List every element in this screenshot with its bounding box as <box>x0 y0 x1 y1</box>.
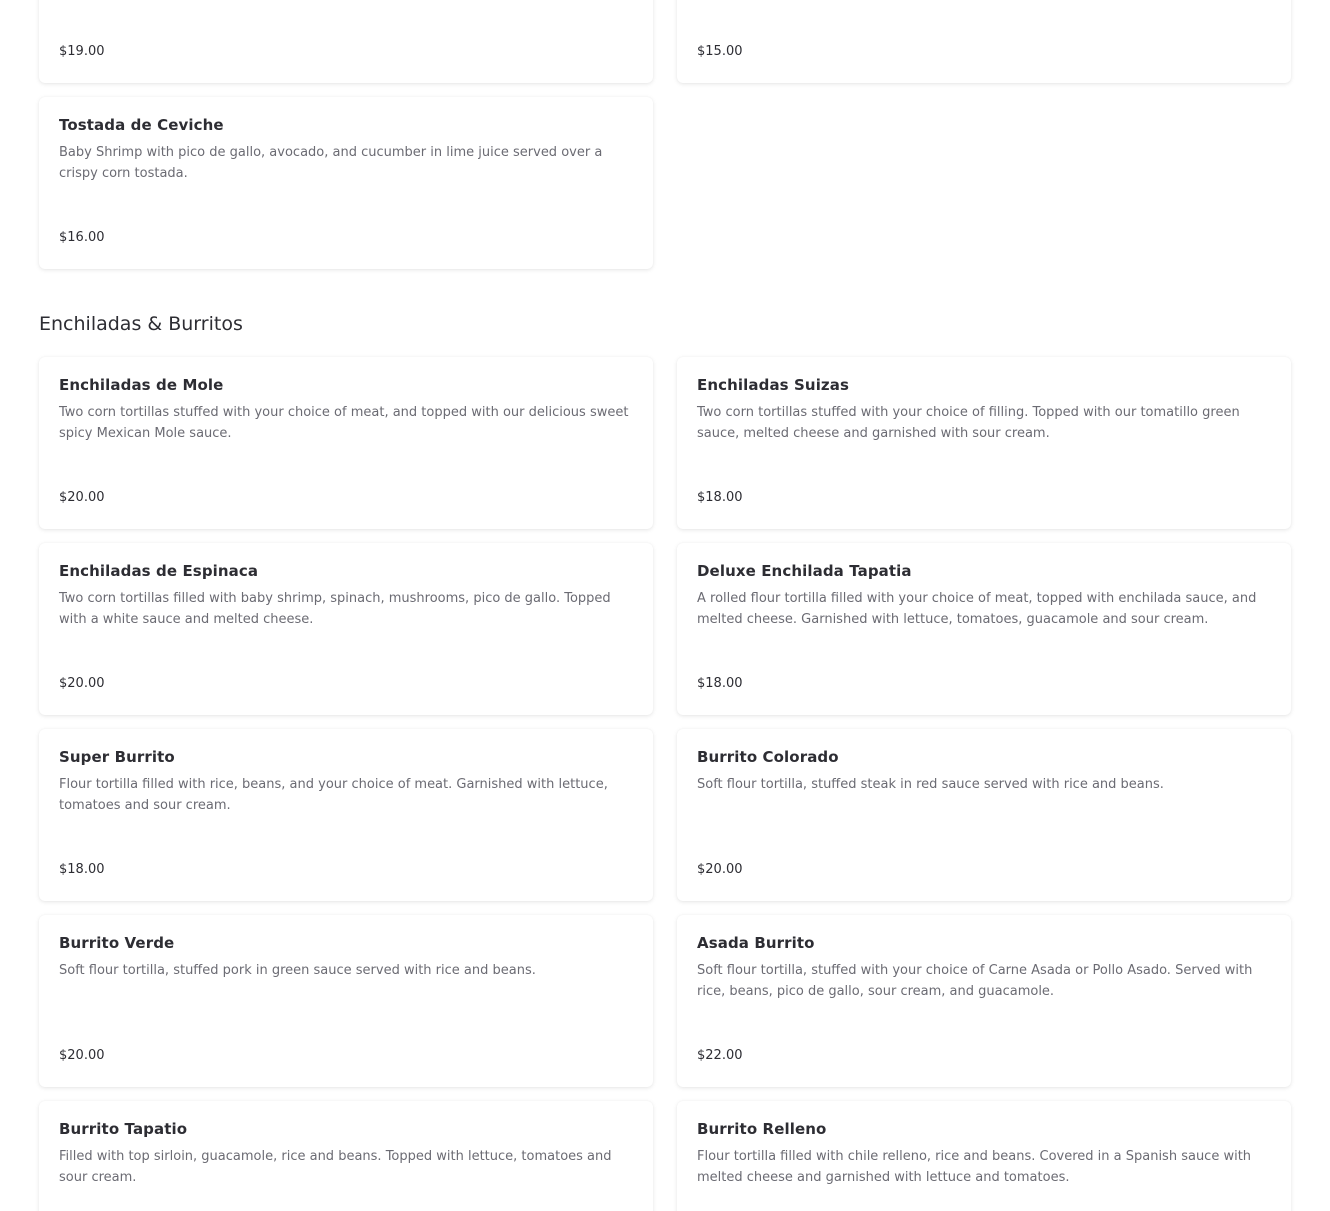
menu-item-price: $18.00 <box>697 676 743 691</box>
menu-item-description: Two corn tortillas filled with baby shrimp, spinach, mushrooms, pico de gallo. Topped with a white sauce and melted cheese. <box>59 591 611 627</box>
menu-item-card[interactable] <box>677 0 1291 83</box>
menu-item-price: $20.00 <box>59 490 105 505</box>
menu-item-description: Soft flour tortilla, stuffed pork in green sauce served with rice and beans. <box>59 963 536 978</box>
menu-item-description: Baby Shrimp with pico de gallo, avocado, and cucumber in lime juice served over a crispy corn tostada. <box>59 145 603 181</box>
menu-item-name: Enchiladas de Espinaca <box>59 562 259 580</box>
menu-item-price: $22.00 <box>697 1048 743 1063</box>
menu-item-price: $18.00 <box>59 862 105 877</box>
menu-item-name: Burrito Relleno <box>697 1120 827 1138</box>
menu-item-description: Flour tortilla filled with chile relleno, rice and beans. Covered in a Spanish sauce with melted cheese and garnished with lettuce and tomatoes. <box>697 1149 1252 1185</box>
menu-item-price: $20.00 <box>59 676 105 691</box>
section-title: Enchiladas & Burritos <box>39 313 243 335</box>
menu-item-description: Flour tortilla filled with rice, beans, and your choice of meat. Garnished with lettuce, tomatoes and sour cream. <box>59 777 608 813</box>
menu-item-card[interactable] <box>677 915 1291 1087</box>
menu-item-description: Two corn tortillas stuffed with your choice of meat, and topped with our delicious sweet spicy Mexican Mole sauce. <box>59 405 629 441</box>
menu-item-price: $20.00 <box>697 862 743 877</box>
menu-item-card[interactable] <box>39 357 653 529</box>
menu-item-name: Burrito Tapatio <box>59 1120 188 1138</box>
menu-item-description: A rolled flour tortilla filled with your choice of meat, topped with enchilada sauce, and melted cheese. Garnished with lettuce, tomatoes, guacamole and sour cream. <box>697 591 1257 627</box>
menu-item-card[interactable] <box>39 729 653 901</box>
menu-item-price: $20.00 <box>59 1048 105 1063</box>
menu-item-description: Filled with top sirloin, guacamole, rice and beans. Topped with lettuce, tomatoes and sour cream. <box>59 1149 612 1185</box>
menu-item-name: Enchiladas Suizas <box>697 376 850 394</box>
menu-item-card[interactable] <box>39 0 653 83</box>
menu-item-name: Enchiladas de Mole <box>59 376 224 394</box>
menu-item-price: $19.00 <box>59 44 105 59</box>
menu-item-description: Soft flour tortilla, stuffed with your choice of Carne Asada or Pollo Asado. Served with rice, beans, pico de gallo, sour cream, and guacamole. <box>697 963 1253 999</box>
menu-item-card[interactable] <box>39 543 653 715</box>
menu-item-price: $16.00 <box>59 230 105 245</box>
menu-item-card[interactable] <box>677 357 1291 529</box>
menu-item-card[interactable] <box>677 729 1291 901</box>
menu-item-price: $18.00 <box>697 490 743 505</box>
menu-item-name: Tostada de Ceviche <box>59 116 224 134</box>
menu-item-name: Burrito Colorado <box>697 748 839 766</box>
menu-item-name: Burrito Verde <box>59 934 175 952</box>
menu-item-card[interactable] <box>677 543 1291 715</box>
menu-item-price: $15.00 <box>697 44 743 59</box>
menu-item-name: Deluxe Enchilada Tapatia <box>697 562 912 580</box>
menu-item-card[interactable] <box>39 1101 653 1211</box>
menu-item-card[interactable] <box>39 97 653 269</box>
menu-item-name: Super Burrito <box>59 748 175 766</box>
menu-item-description: Soft flour tortilla, stuffed steak in red sauce served with rice and beans. <box>697 777 1164 792</box>
menu-item-card[interactable] <box>677 1101 1291 1211</box>
menu-item-description: Two corn tortillas stuffed with your choice of filling. Topped with our tomatillo green sauce, melted cheese and garnished with sour cream. <box>697 405 1240 441</box>
menu-item-card[interactable] <box>39 915 653 1087</box>
menu-item-name: Asada Burrito <box>697 934 815 952</box>
